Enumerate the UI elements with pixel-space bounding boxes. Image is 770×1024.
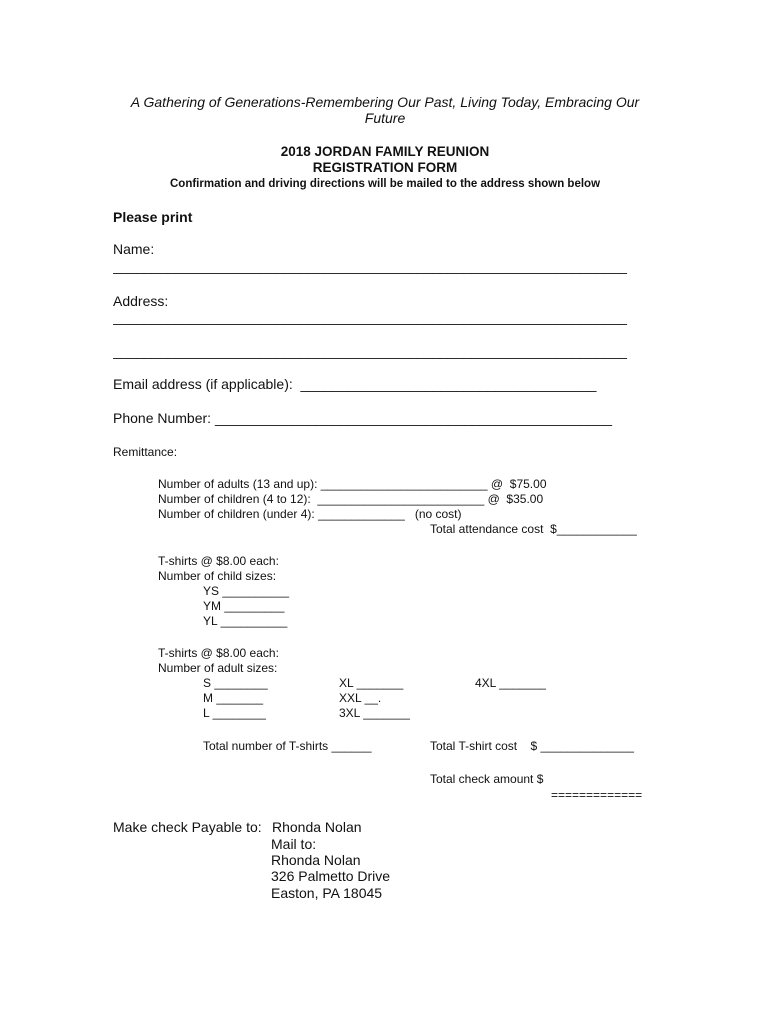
address-field-line-2[interactable]: __________________________________________________________________ — [113, 343, 627, 359]
child-size-yl-field[interactable]: YL __________ — [203, 614, 288, 628]
payee-name: Rhonda Nolan — [272, 819, 362, 835]
name-field-line[interactable]: __________________________________________________________________ — [113, 258, 627, 274]
adult-size-l-field[interactable]: L ________ — [203, 706, 266, 720]
child-tshirt-price: T-shirts @ $8.00 each: — [158, 554, 279, 568]
confirmation-note: Confirmation and driving directions will be mailed to the address shown below — [169, 178, 601, 190]
mail-street-address: 326 Palmetto Drive — [271, 868, 391, 884]
adult-size-3xl-field[interactable]: 3XL _______ — [339, 706, 410, 720]
adult-tshirt-price: T-shirts @ $8.00 each: — [158, 646, 279, 660]
mail-city-state-zip: Easton, PA 18045 — [271, 885, 383, 901]
adult-sizes-label: Number of adult sizes: — [158, 661, 278, 675]
child-sizes-label: Number of child sizes: — [158, 569, 277, 583]
children-4-12-count-field[interactable]: Number of children (4 to 12): _________________________ @ $35.00 — [158, 492, 544, 506]
address-field-line-1[interactable]: __________________________________________________________________ — [113, 309, 627, 325]
address-label: Address: — [113, 293, 169, 309]
adult-size-4xl-field[interactable]: 4XL _______ — [475, 676, 546, 690]
email-field[interactable]: Email address (if applicable): ______________________________________ — [113, 376, 597, 392]
adults-count-field[interactable]: Number of adults (13 and up): _________________________ @ $75.00 — [158, 477, 547, 491]
payable-label: Make check Payable to: — [113, 819, 262, 835]
total-check-amount-line[interactable]: ============= — [551, 788, 643, 802]
total-check-amount-label: Total check amount $ — [430, 772, 544, 786]
mail-to-label: Mail to: — [271, 836, 317, 852]
total-tshirts-field[interactable]: Total number of T-shirts ______ — [203, 739, 372, 753]
please-print-heading: Please print — [113, 209, 193, 225]
total-tshirt-cost-field[interactable]: Total T-shirt cost $ ______________ — [430, 739, 634, 753]
adult-size-m-field[interactable]: M _______ — [203, 691, 264, 705]
name-label: Name: — [113, 241, 155, 257]
form-title-line-2: REGISTRATION FORM — [312, 160, 458, 175]
attendance-cost-total[interactable]: Total attendance cost $____________ — [430, 522, 637, 536]
child-size-ys-field[interactable]: YS __________ — [203, 584, 290, 598]
form-title-line-1: 2018 JORDAN FAMILY REUNION — [280, 144, 490, 159]
adult-size-xxl-field[interactable]: XXL __. — [339, 691, 382, 705]
children-under-4-count-field[interactable]: Number of children (under 4): _____________ (no cost) — [158, 507, 462, 521]
phone-field[interactable]: Phone Number: ___________________________________________________ — [113, 410, 613, 426]
mail-recipient-name: Rhonda Nolan — [271, 852, 361, 868]
adult-size-s-field[interactable]: S ________ — [203, 676, 268, 690]
child-size-ym-field[interactable]: YM _________ — [203, 599, 285, 613]
tagline-line-1: A Gathering of Generations-Remembering Our Past, Living Today, Embracing Our — [130, 94, 640, 110]
remittance-label: Remittance: — [113, 445, 178, 459]
adult-size-xl-field[interactable]: XL _______ — [339, 676, 404, 690]
tagline-line-2: Future — [364, 110, 406, 126]
